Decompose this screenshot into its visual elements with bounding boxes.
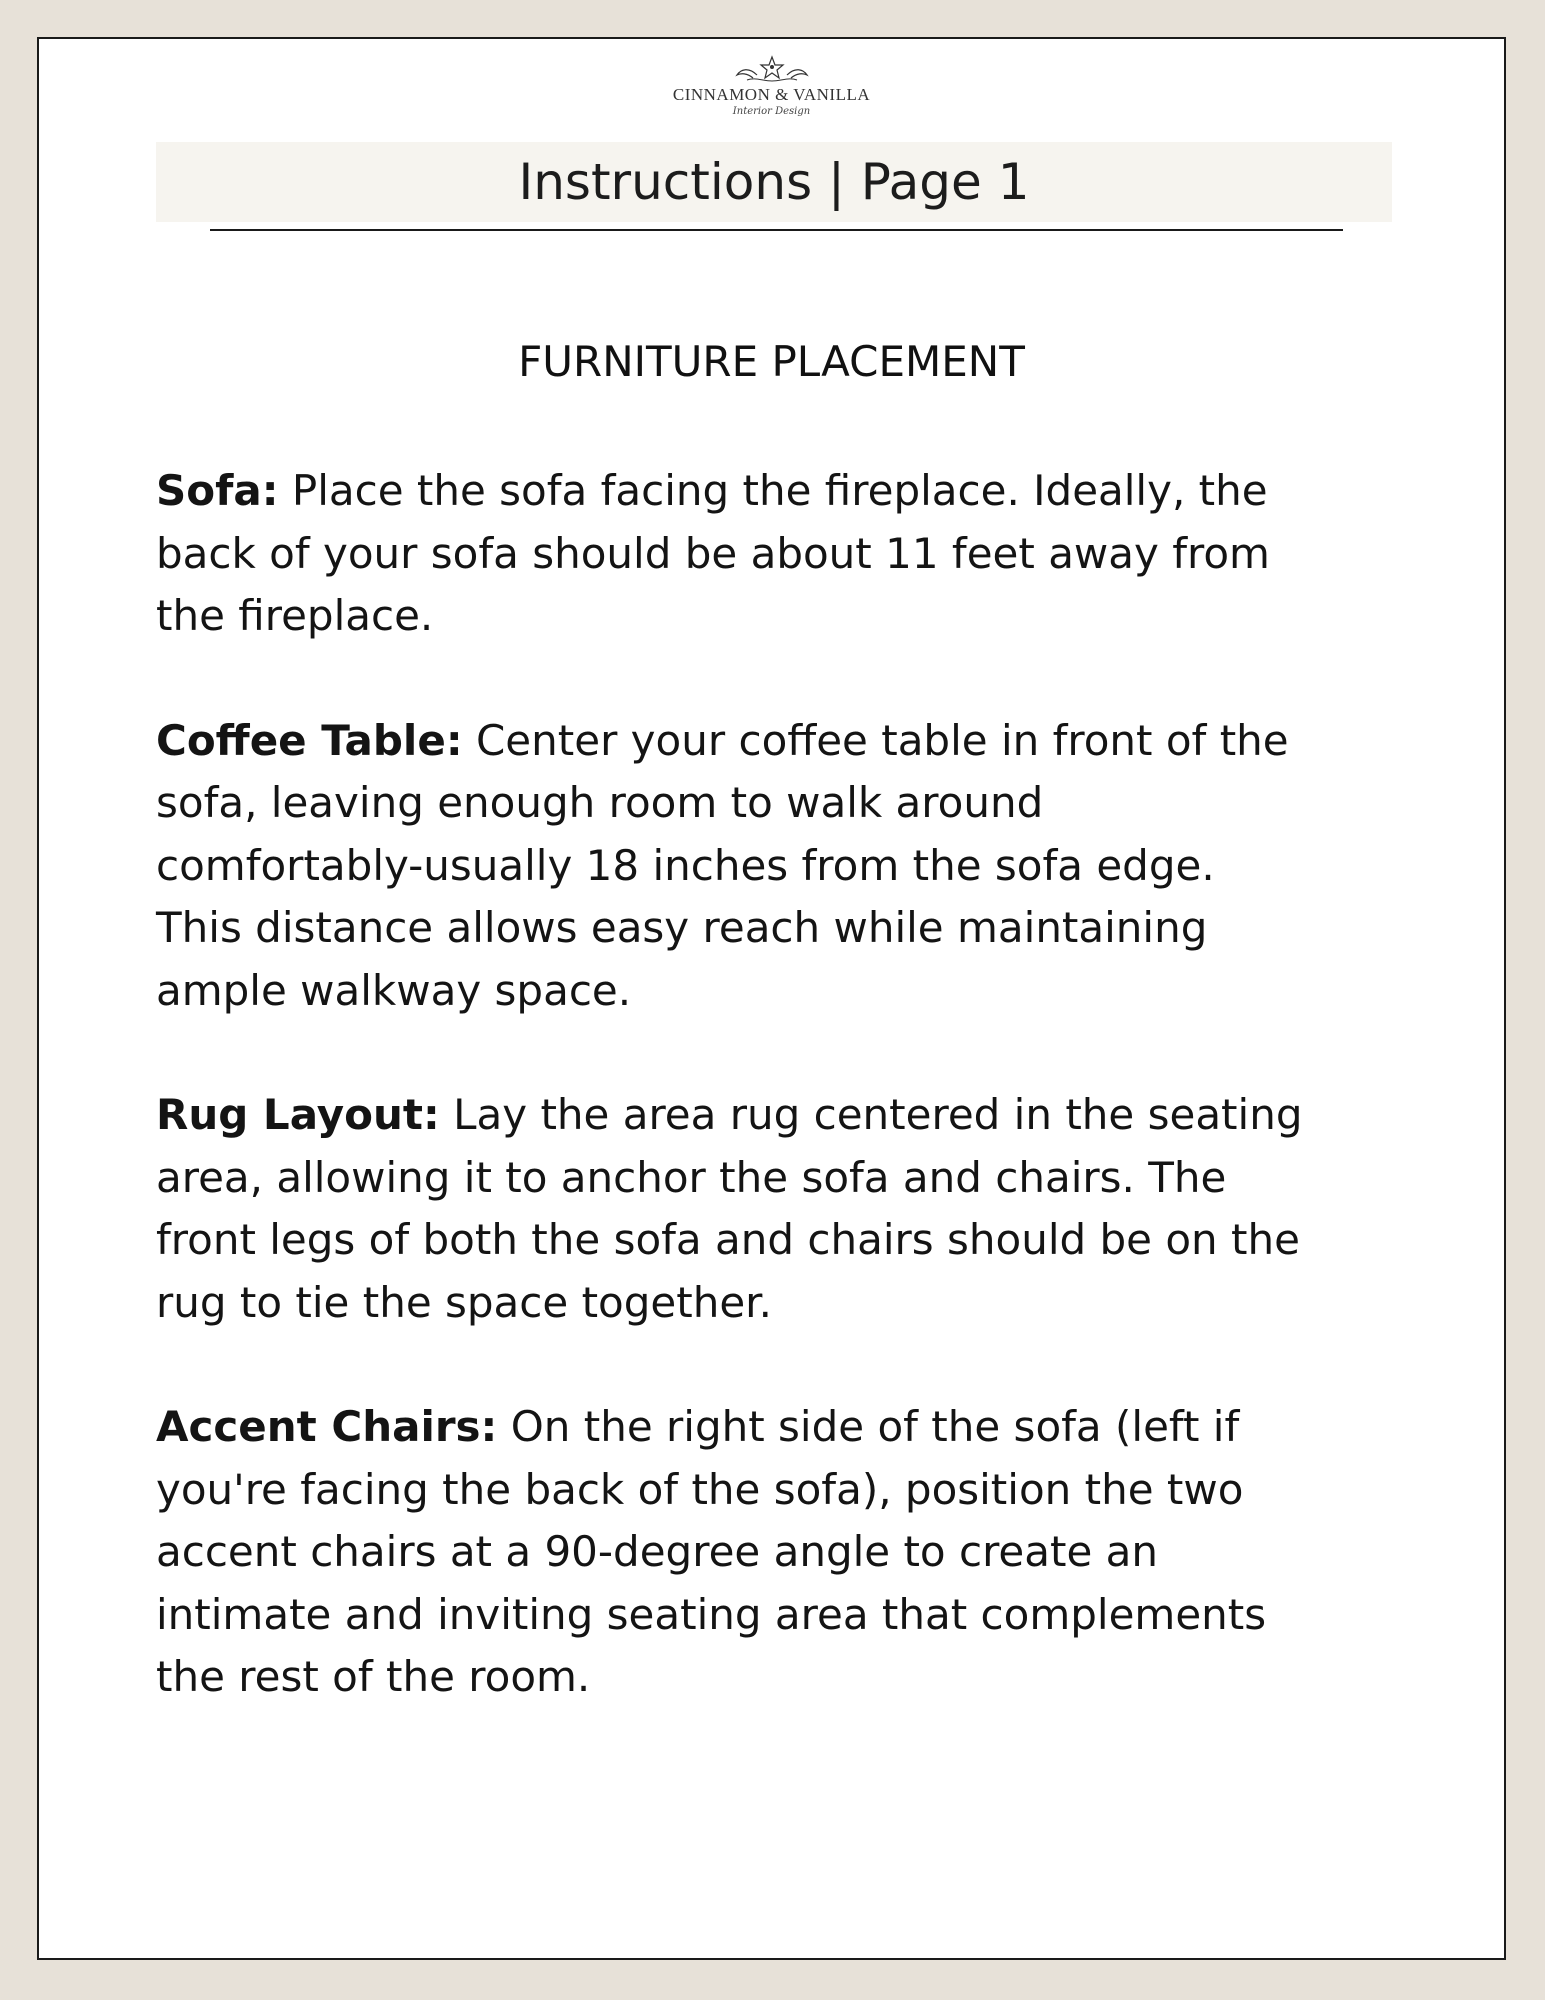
term-coffee-table: Coffee Table: bbox=[156, 715, 463, 765]
paragraph-line: area, allowing it to anchor the sofa and chairs. The bbox=[156, 1152, 1227, 1202]
paragraph-line: comfortably-usually 18 inches from the sofa edge. bbox=[156, 840, 1215, 890]
paragraph-line: rug to tie the space together. bbox=[156, 1277, 772, 1327]
paragraph-sofa bbox=[156, 460, 1456, 648]
paragraph-line: On the right side of the sofa (left if bbox=[497, 1402, 1240, 1451]
paragraph-coffee-table bbox=[156, 710, 1456, 1023]
paragraph-line: you're facing the back of the sofa), position the two bbox=[156, 1464, 1244, 1514]
term-sofa: Sofa: bbox=[156, 466, 279, 515]
brand-logo bbox=[662, 55, 882, 118]
ornament-icon bbox=[727, 55, 817, 85]
term-accent-chairs: Accent Chairs: bbox=[156, 1402, 498, 1451]
header-divider bbox=[210, 229, 1343, 231]
paragraph-line: front legs of both the sofa and chairs should be on the bbox=[156, 1215, 1300, 1264]
paragraph-line: the fireplace. bbox=[156, 591, 434, 640]
paragraph-accent-chairs bbox=[156, 1396, 1456, 1709]
paragraph-rug-layout bbox=[156, 1084, 1456, 1334]
paragraph-line: ample walkway space. bbox=[156, 965, 632, 1015]
paragraph-line: Center your coffee table in front of the bbox=[462, 715, 1289, 765]
paragraph-line: intimate and inviting seating area that complements bbox=[156, 1589, 1267, 1639]
instructions-body bbox=[156, 460, 1456, 1771]
term-rug-layout: Rug Layout: bbox=[156, 1090, 440, 1139]
brand-tagline: Interior Design bbox=[732, 106, 811, 117]
page-title: Instructions | Page 1 bbox=[518, 153, 1030, 211]
brand-name: CINNAMON & VANILLA bbox=[672, 85, 871, 104]
paragraph-line: Place the sofa facing the fireplace. Ideally, the bbox=[278, 466, 1268, 515]
section-title: FURNITURE PLACEMENT bbox=[518, 337, 1025, 386]
paragraph-line: back of your sofa should be about 11 feet away from bbox=[156, 528, 1270, 578]
paragraph-line: Lay the area rug centered in the seating bbox=[439, 1090, 1303, 1139]
paragraph-line: This distance allows easy reach while maintaining bbox=[156, 903, 1208, 952]
document-page bbox=[37, 37, 1506, 1960]
paragraph-line: accent chairs at a 90-degree angle to create an bbox=[156, 1527, 1159, 1576]
paragraph-line: sofa, leaving enough room to walk around bbox=[156, 778, 1044, 827]
paragraph-line: the rest of the room. bbox=[156, 1652, 591, 1701]
